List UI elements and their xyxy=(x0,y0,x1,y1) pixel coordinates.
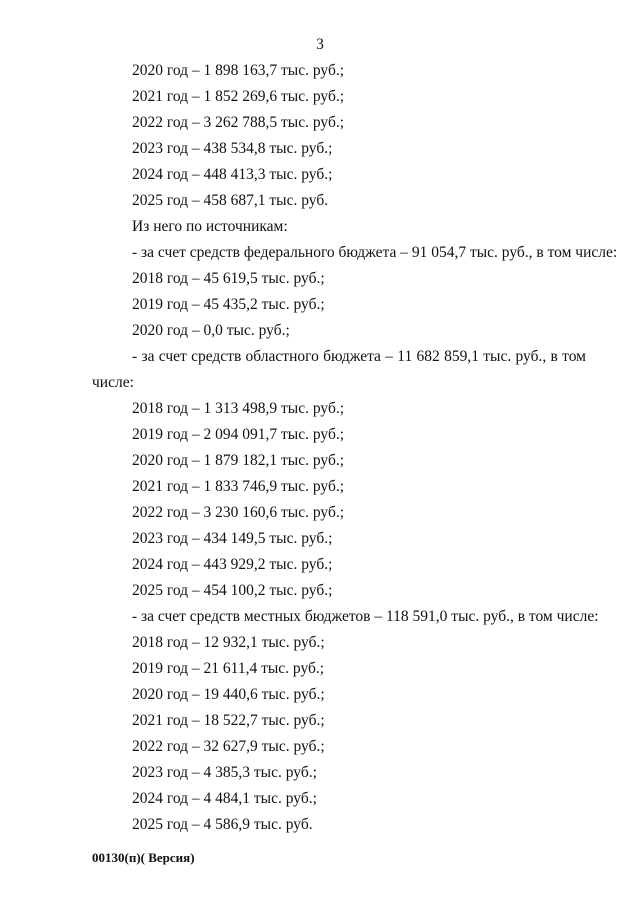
text-line: 2023 год – 438 534,8 тыс. руб.; xyxy=(132,140,333,157)
text-line: 2021 год – 1 852 269,6 тыс. руб.; xyxy=(132,88,345,105)
regional-budget-continuation: числе: xyxy=(92,374,134,391)
text-line: 2021 год – 1 833 746,9 тыс. руб.; xyxy=(132,478,345,495)
regional-budget-line: - за счет средств областного бюджета – 11 682 859,1 тыс. руб., в том xyxy=(132,348,586,365)
text-line: 2024 год – 4 484,1 тыс. руб.; xyxy=(132,790,317,807)
text-line: 2022 год – 3 230 160,6 тыс. руб.; xyxy=(132,504,345,521)
text-line: 2024 год – 443 929,2 тыс. руб.; xyxy=(132,556,333,573)
text-line: 2022 год – 32 627,9 тыс. руб.; xyxy=(132,738,325,755)
text-line: 2025 год – 4 586,9 тыс. руб. xyxy=(132,816,313,833)
text-line: 2025 год – 458 687,1 тыс. руб. xyxy=(132,192,329,209)
text-line: 2023 год – 434 149,5 тыс. руб.; xyxy=(132,530,333,547)
local-budget-line: - за счет средств местных бюджетов – 118 591,0 тыс. руб., в том числе: xyxy=(132,608,599,625)
sources-heading: Из него по источникам: xyxy=(132,218,288,235)
document-body xyxy=(92,58,618,838)
text-line: 2018 год – 45 619,5 тыс. руб.; xyxy=(132,270,325,287)
text-line: 2022 год – 3 262 788,5 тыс. руб.; xyxy=(132,114,345,131)
text-line: 2018 год – 12 932,1 тыс. руб.; xyxy=(132,634,325,651)
text-line: 2019 год – 2 094 091,7 тыс. руб.; xyxy=(132,426,345,443)
text-line: 2018 год – 1 313 498,9 тыс. руб.; xyxy=(132,400,345,417)
text-line: 2020 год – 19 440,6 тыс. руб.; xyxy=(132,686,325,703)
text-line: 2021 год – 18 522,7 тыс. руб.; xyxy=(132,712,325,729)
text-line: 2019 год – 45 435,2 тыс. руб.; xyxy=(132,296,325,313)
text-line: 2020 год – 0,0 тыс. руб.; xyxy=(132,322,290,339)
text-line: 2025 год – 454 100,2 тыс. руб.; xyxy=(132,582,333,599)
text-line: 2019 год – 21 611,4 тыс. руб.; xyxy=(132,660,325,677)
federal-budget-line: - за счет средств федерального бюджета – 91 054,7 тыс. руб., в том числе: xyxy=(132,244,618,261)
text-line: 2020 год – 1 879 182,1 тыс. руб.; xyxy=(132,452,345,469)
text-line: 2020 год – 1 898 163,7 тыс. руб.; xyxy=(132,62,345,79)
document-footer-code: 00130(п)( Версия) xyxy=(92,850,195,865)
page-number: 3 xyxy=(316,36,324,53)
text-line: 2024 год – 448 413,3 тыс. руб.; xyxy=(132,166,333,183)
text-line: 2023 год – 4 385,3 тыс. руб.; xyxy=(132,764,317,781)
